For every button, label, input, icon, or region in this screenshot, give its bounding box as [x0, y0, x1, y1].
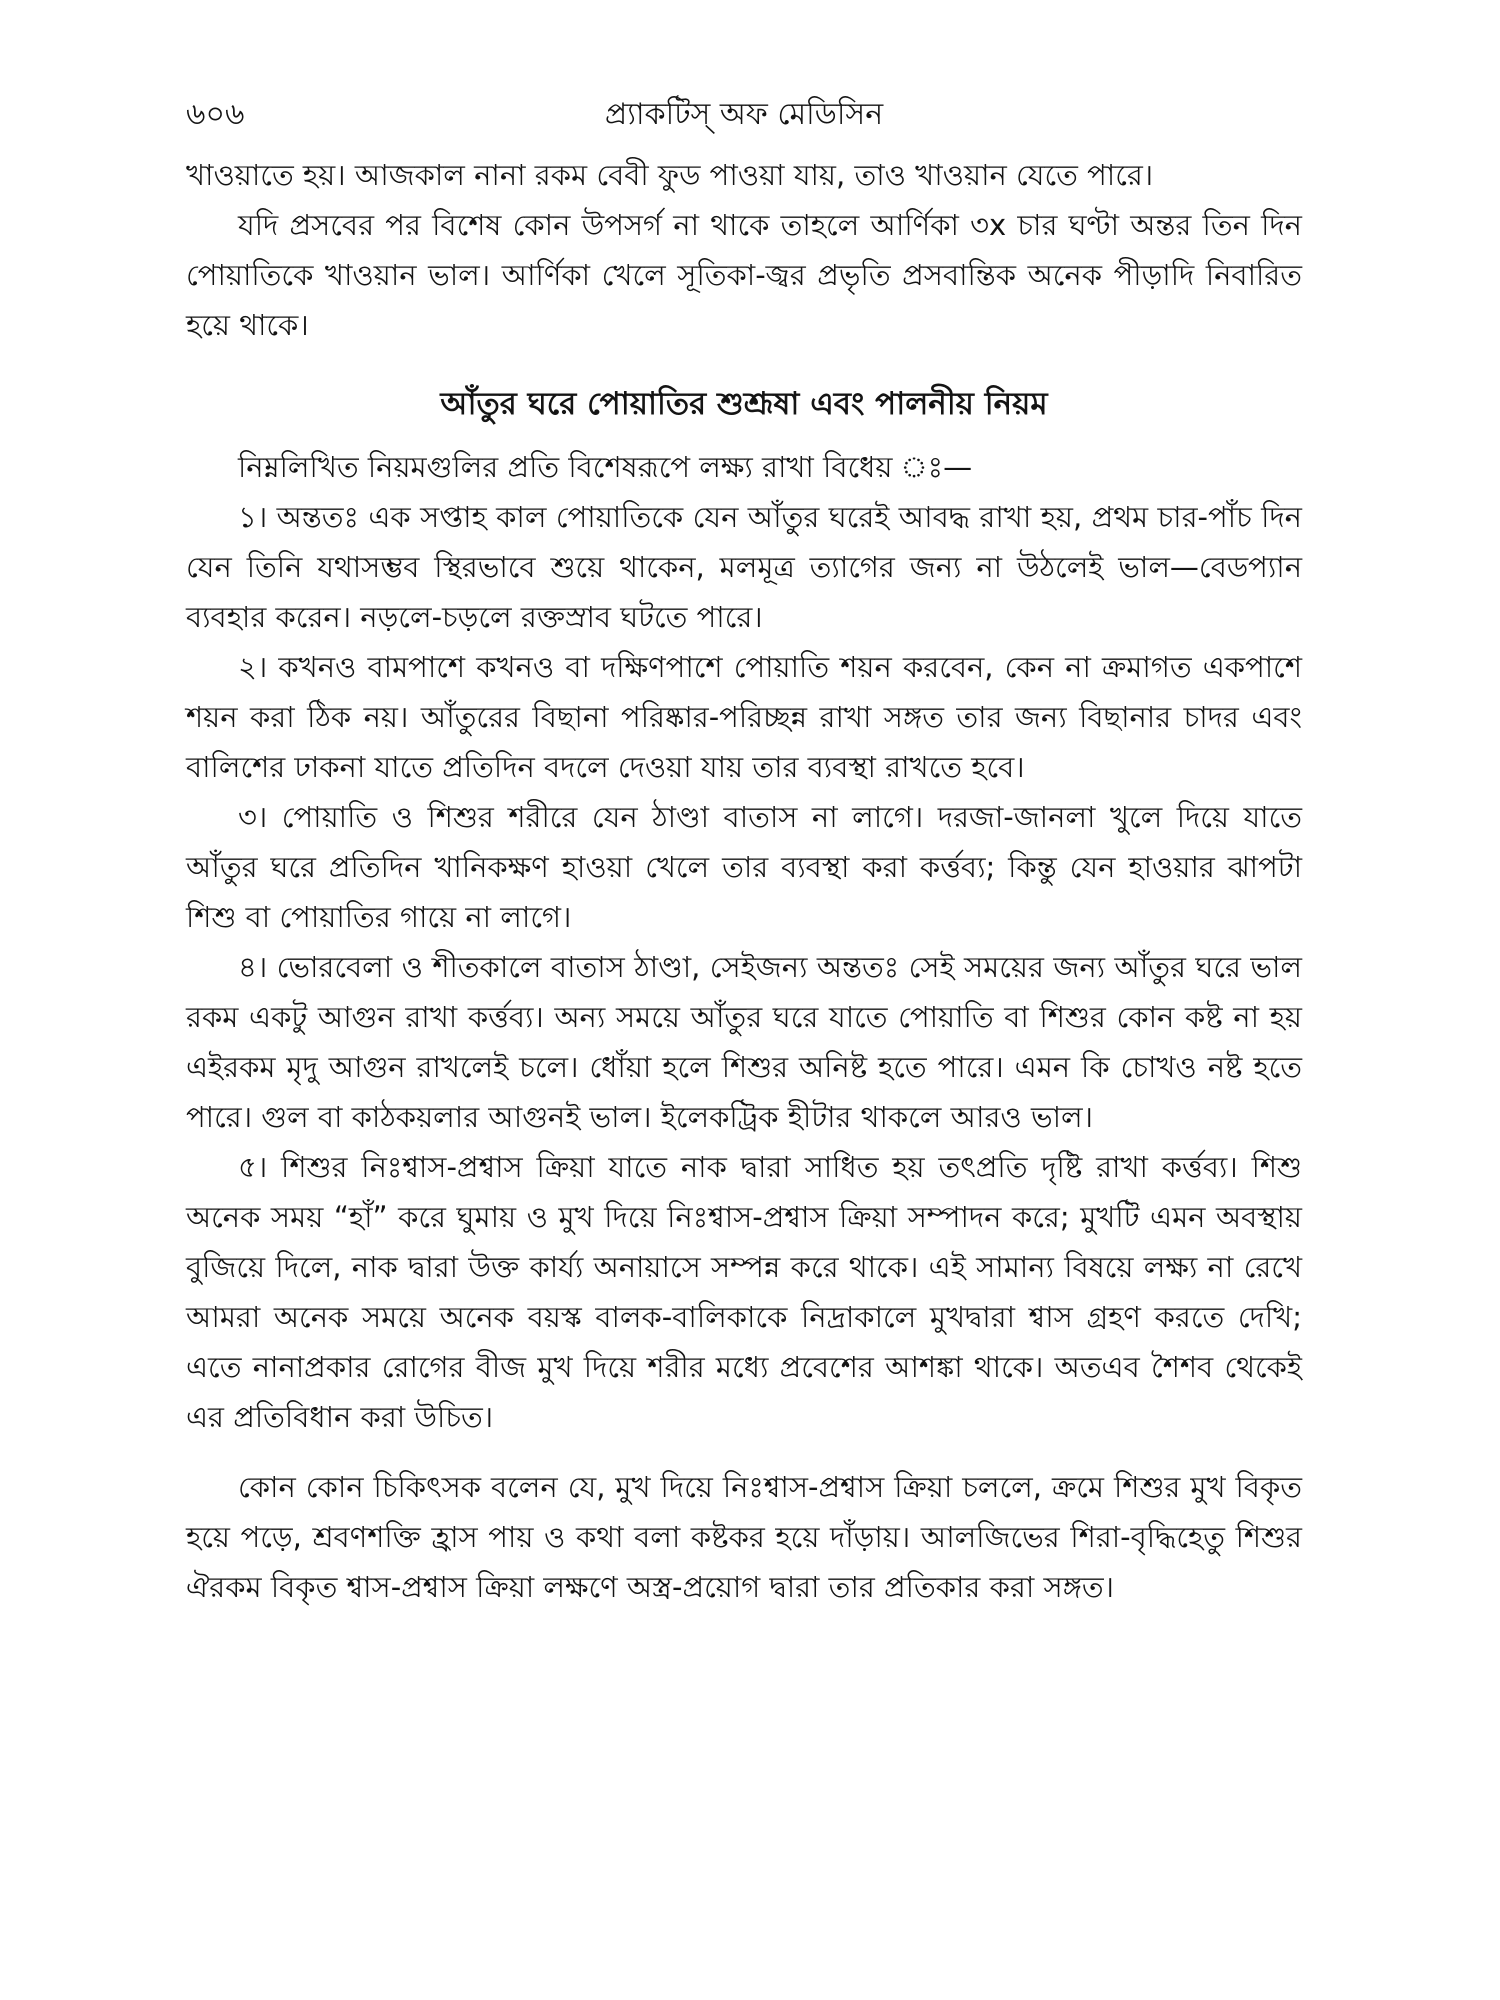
continuation-paragraph: খাওয়াতে হয়। আজকাল নানা রকম বেবী ফুড পাওয়া যায়, তাও খাওয়ান যেতে পারে।: [186, 158, 1154, 192]
rule-item-3: ৩। পোয়াতি ও শিশুর শরীরে যেন ঠাণ্ডা বাতাস না লাগে। দরজা-জানলা খুলে দিয়ে যাতে আঁতুর ঘরে প্রতিদিন খানিকক্ষণ হাওয়া খেলে তার ব্যবস্থা করা কর্ত্তব্য; কিন্তু যেন হাওয়ার ঝাপটা শিশু বা পোয়াতির গায়ে না লাগে।: [186, 800, 1302, 934]
page-number: ৬০৬: [186, 97, 245, 132]
page-header: [186, 92, 1302, 142]
rule-item-1: ১। অন্ততঃ এক সপ্তাহ কাল পোয়াতিকে যেন আঁতুর ঘরেই আবদ্ধ রাখা হয়, প্রথম চার-পাঁচ দিন যেন তিনি যথাসম্ভব স্থিরভাবে শুয়ে থাকেন, মলমূত্র ত্যাগের জন্য না উঠলেই ভাল—বেডপ্যান ব্যবহার করেন। নড়লে-চড়লে রক্তস্রাব ঘটতে পারে।: [186, 500, 1302, 634]
running-title: প্র্যাকটিস্ অফ মেডিসিন: [604, 97, 884, 132]
page-body: [186, 150, 1302, 1612]
closing-paragraph: কোন কোন চিকিৎসক বলেন যে, মুখ দিয়ে নিঃশ্বাস-প্রশ্বাস ক্রিয়া চললে, ক্রমে শিশুর মুখ বিকৃত হয়ে পড়ে, শ্রবণশক্তি হ্রাস পায় ও কথা বলা কষ্টকর হয়ে দাঁড়ায়। আলজিভের শিরা-বৃদ্ধিহেতু শিশুর ঐরকম বিকৃত শ্বাস-প্রশ্বাস ক্রিয়া লক্ষণে অস্ত্র-প্রয়োগ দ্বারা তার প্রতিকার করা সঙ্গত।: [186, 1470, 1302, 1604]
rule-item-4: ৪। ভোরবেলা ও শীতকালে বাতাস ঠাণ্ডা, সেইজন্য অন্ততঃ সেই সময়ের জন্য আঁতুর ঘরে ভাল রকম একটু আগুন রাখা কর্ত্তব্য। অন্য সময়ে আঁতুর ঘরে যাতে পোয়াতি বা শিশুর কোন কষ্ট না হয় এইরকম মৃদু আগুন রাখলেই চলে। ধোঁয়া হলে শিশুর অনিষ্ট হতে পারে। এমন কি চোখও নষ্ট হতে পারে। গুল বা কাঠকয়লার আগুনই ভাল। ইলেকট্রিক হীটার থাকলে আরও ভাল।: [186, 950, 1302, 1134]
rule-item-5: ৫। শিশুর নিঃশ্বাস-প্রশ্বাস ক্রিয়া যাতে নাক দ্বারা সাধিত হয় তৎপ্রতি দৃষ্টি রাখা কর্ত্তব্য। শিশু অনেক সময় “হাঁ” করে ঘুমায় ও মুখ দিয়ে নিঃশ্বাস-প্রশ্বাস ক্রিয়া সম্পাদন করে; মুখটি এমন অবস্থায় বুজিয়ে দিলে, নাক দ্বারা উক্ত কার্য্য অনায়াসে সম্পন্ন করে থাকে। এই সামান্য বিষয়ে লক্ষ্য না রেখে আমরা অনেক সময়ে অনেক বয়স্ক বালক-বালিকাকে নিদ্রাকালে মুখদ্বারা শ্বাস গ্রহণ করতে দেখি; এতে নানাপ্রকার রোগের বীজ মুখ দিয়ে শরীর মধ্যে প্রবেশের আশঙ্কা থাকে। অতএব শৈশব থেকেই এর প্রতিবিধান করা উচিত।: [186, 1150, 1302, 1434]
rules-intro-line: নিম্নলিখিত নিয়মগুলির প্রতি বিশেষরূপে লক্ষ্য রাখা বিধেয় ঃ—: [238, 450, 973, 484]
arnica-paragraph: যদি প্রসবের পর বিশেষ কোন উপসর্গ না থাকে তাহলে আর্ণিকা ৩x চার ঘণ্টা অন্তর তিন দিন পোয়াতিকে খাওয়ান ভাল। আর্ণিকা খেলে সূতিকা-জ্বর প্রভৃতি প্রসবান্তিক অনেক পীড়াদি নিবারিত হয়ে থাকে।: [186, 208, 1302, 342]
rule-item-2: ২। কখনও বামপাশে কখনও বা দক্ষিণপাশে পোয়াতি শয়ন করবেন, কেন না ক্রমাগত একপাশে শয়ন করা ঠিক নয়। আঁতুরের বিছানা পরিষ্কার-পরিচ্ছন্ন রাখা সঙ্গত তার জন্য বিছানার চাদর এবং বালিশের ঢাকনা যাতে প্রতিদিন বদলে দেওয়া যায় তার ব্যবস্থা রাখতে হবে।: [186, 650, 1302, 784]
section-heading: আঁতুর ঘরে পোয়াতির শুশ্রূষা এবং পালনীয় নিয়ম: [440, 386, 1048, 422]
